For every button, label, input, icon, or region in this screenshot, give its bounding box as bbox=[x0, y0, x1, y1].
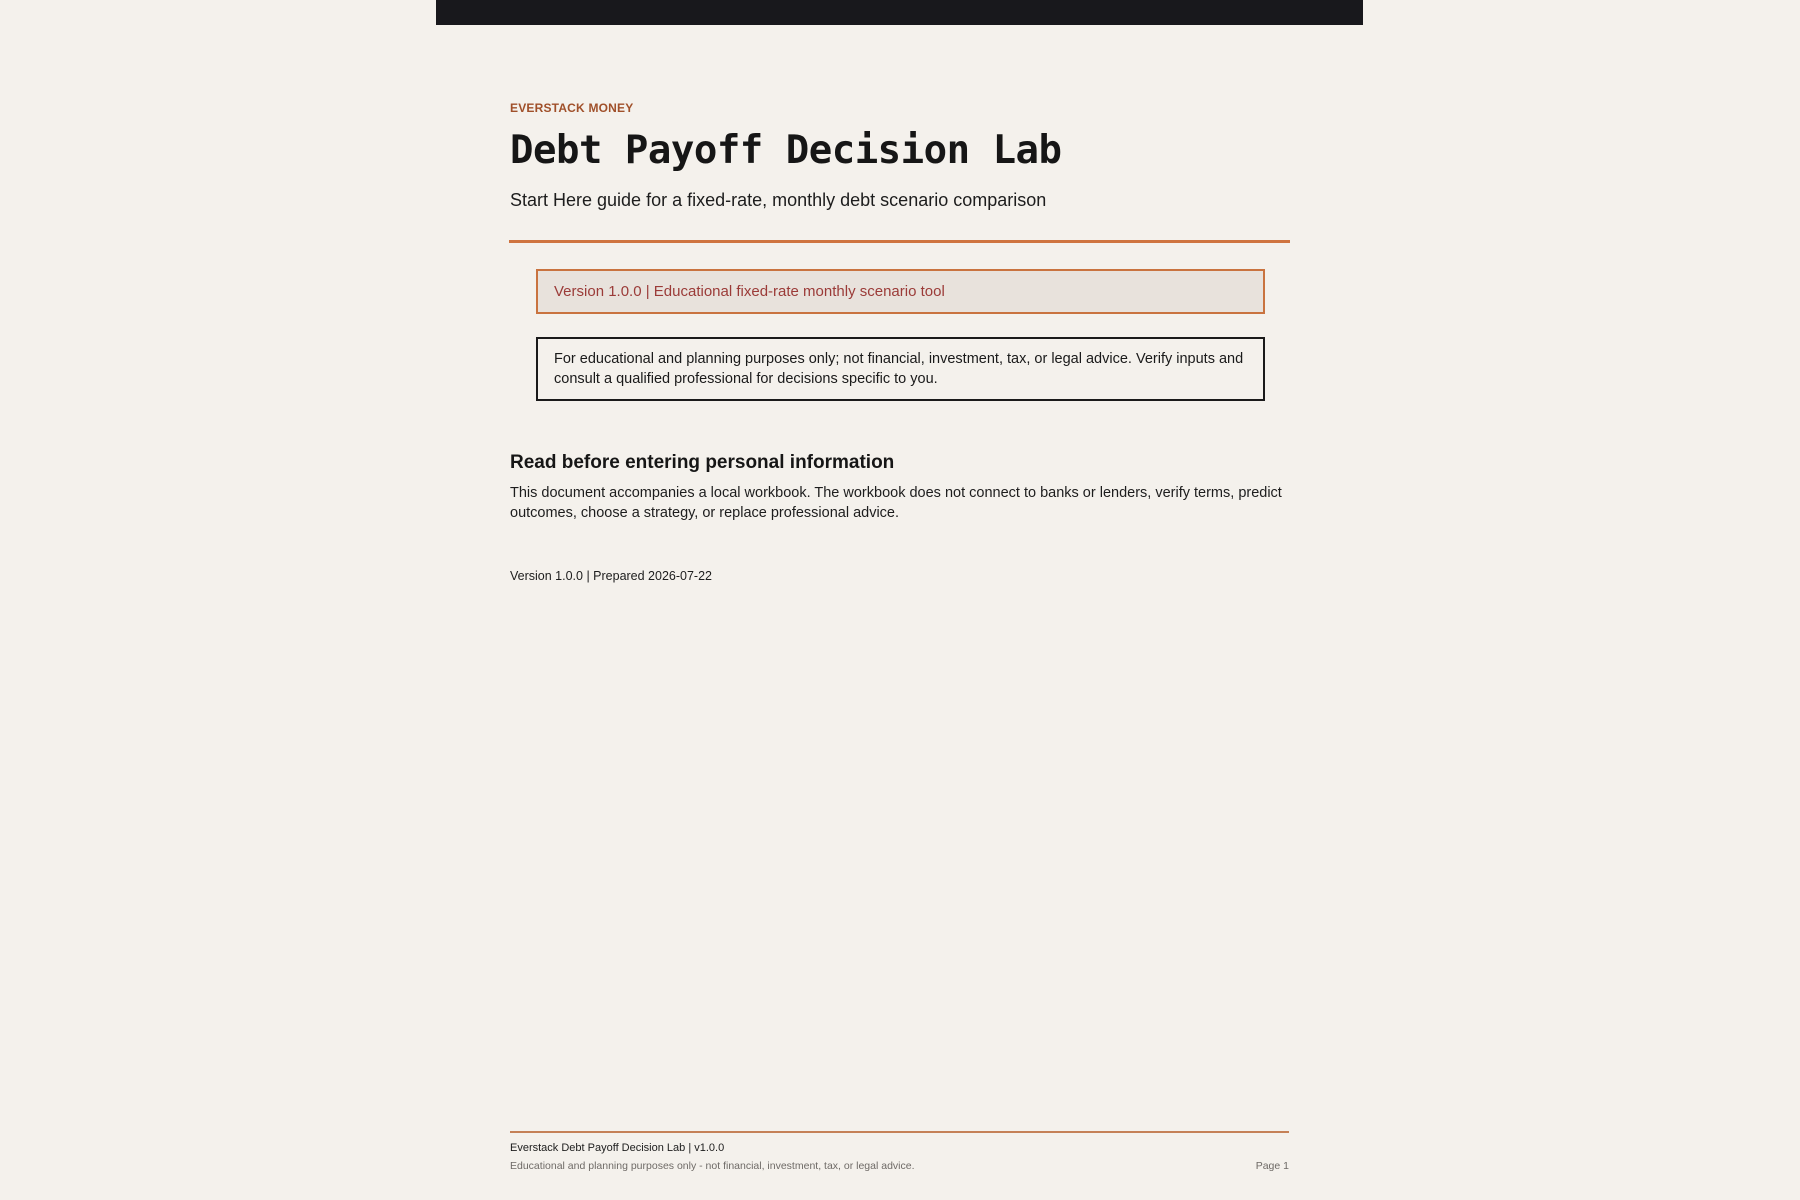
header-divider bbox=[509, 240, 1290, 243]
disclaimer-box bbox=[536, 337, 1265, 401]
prepared-line: Version 1.0.0 | Prepared 2026-07-22 bbox=[510, 569, 712, 583]
footer-note: Educational and planning purposes only - not financial, investment, tax, or legal advice. bbox=[510, 1160, 915, 1172]
version-banner bbox=[536, 269, 1265, 314]
section-body: This document accompanies a local workbook. The workbook does not connect to banks or lenders, verify terms, predict outcomes, choose a strategy, or replace professional advice. bbox=[510, 485, 1282, 521]
version-banner-text: Version 1.0.0 | Educational fixed-rate monthly scenario tool bbox=[554, 283, 945, 300]
footer-divider bbox=[510, 1131, 1289, 1133]
section-heading: Read before entering personal information bbox=[510, 452, 895, 473]
disclaimer-text: For educational and planning purposes only; not financial, investment, tax, or legal advice. Verify inputs and consult a qualified professional for decisions specific to you. bbox=[554, 351, 1244, 387]
footer-title: Everstack Debt Payoff Decision Lab | v1.0.0 bbox=[510, 1142, 725, 1154]
page-title: Debt Payoff Decision Lab bbox=[510, 128, 1062, 173]
page-number: Page 1 bbox=[1255, 1160, 1289, 1172]
page-subtitle: Start Here guide for a fixed-rate, monthly debt scenario comparison bbox=[510, 190, 1047, 210]
brand-label: EVERSTACK MONEY bbox=[510, 101, 634, 115]
top-bar bbox=[436, 0, 1363, 25]
